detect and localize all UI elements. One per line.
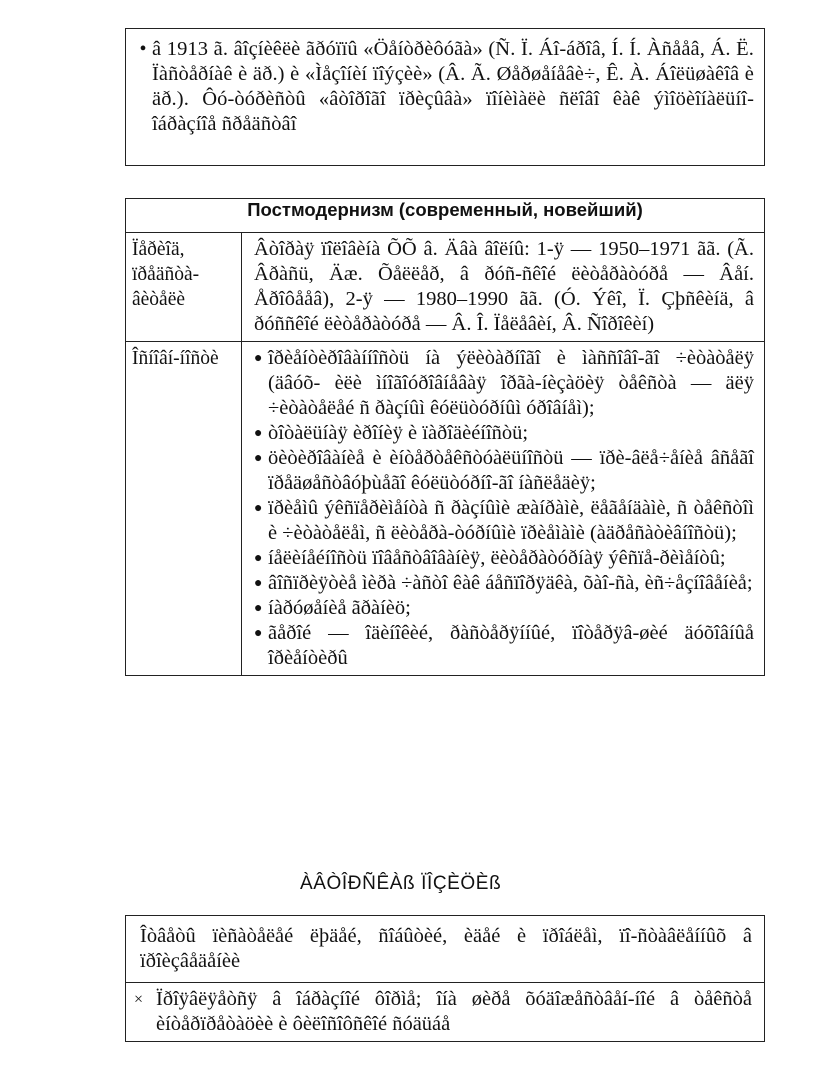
list-item: ● òîòàëüíàÿ èðîíèÿ è ïàðîäèéíîñòü; <box>254 422 529 444</box>
list-item: ● öèòèðîâàíèå è èíòåðòåêñòóàëüíîñòü — ïðè-âëå÷åíèå âñåãî ïðåäøåñòâóþùåãî êóëüòóðíî-ãî íàñëåäèÿ; <box>254 447 754 494</box>
row-label-features: Îñíîâí-íîñòè <box>126 342 242 676</box>
author-position-item <box>126 983 765 1042</box>
features-list <box>254 346 754 671</box>
bullet-icon: ● <box>254 601 263 616</box>
list-item: ● íåëèíåéíîñòü ïîâåñòâîâàíèÿ, ëèòåðàòóðíàÿ ýêñïå-ðèìåíòû; <box>254 547 726 569</box>
top-bullet-item <box>134 37 754 137</box>
bullet-icon: ● <box>254 576 263 591</box>
bullet-icon: ● <box>254 351 263 366</box>
section-heading: ÀÂÒÎÐÑÊÀß ÏÎÇÈÖÈß <box>300 873 502 894</box>
bullet-icon: ● <box>254 626 263 641</box>
list-item: ● ïðèåìû ýêñïåðèìåíòà ñ ðàçíûìè æàíðàìè, ëåãåíäàìè, ñ òåêñòîì è ÷èòàòåëåì, ñ ëèòåðà-òóðíûìè ïðèåìàìè (àäðåñàòèâíîñòü); <box>254 497 754 544</box>
bullet-icon: • <box>139 38 147 60</box>
bullet-icon: ● <box>254 501 263 516</box>
author-position-definition: Îòâåòû ïèñàòåëåé ëþäåé, ñîáûòèé, èäåé è ïðîáëåì, ïî-ñòàâëåííûõ â ïðîèçâåäåíèè <box>126 916 765 983</box>
list-item: ● íàðóøåíèå ãðàíèö; <box>254 597 411 619</box>
bullet-icon: ● <box>254 426 263 441</box>
bullet-icon: ● <box>254 551 263 566</box>
row-label-period: Ïåðèîä, ïðåäñòà-âèòåëè <box>126 233 242 342</box>
table-row <box>126 342 765 676</box>
bullet-icon: ● <box>254 451 263 466</box>
table-row <box>126 916 765 983</box>
table-row <box>126 233 765 342</box>
row-content-period: Âòîðàÿ ïîëîâèíà ÕÕ â. Äâà âîëíû: 1-ÿ — 1950–1971 ãã. (Ã. Âðàñü, Äæ. Õåëëåð, â ðóñ-ñêîé ëèòåðàòóðå — Âåí. Åðîôååâ), 2-ÿ — 1980–1990 ãã. (Ó. Ýêî, Ï. Çþñêèíä, â ðóññêîé ëèòåðàòóðå — Â. Î. Ïåëåâèí, Â. Ñîðîêèí) <box>242 233 765 342</box>
list-item: ● ãåðîé — îäèíîêèé, ðàñòåðÿííûé, ïîòåðÿâ-øèé äóõîâíûå îðèåíòèðû <box>254 622 754 669</box>
top-paragraph: â 1913 ã. âîçíèêëè ãðóïïû «Öåíòðèôóãà» (Ñ. Ï. Áî-áðîâ, Í. Í. Àñååâ, Á. Ë. Ïàñòåðíàê è äð.) è «Ìåçîíèí ïîýçèè» (Â. Ã. Øåðøåíåâè÷, Ê. À. Áîëüøàêîâ è äð.). Ôó-òóðèñòû «âòîðîãî ïðèçûâà» ïîíèìàëè ñëîâî êàê ýìîöèîíàëüíî-îáðàçíîå ñðåäñòâî <box>152 38 754 135</box>
postmodernism-table <box>125 198 765 676</box>
list-item: ● âîñïðèÿòèå ìèðà ÷àñòî êàê áåñïîðÿäêà, õàî-ñà, èñ÷åçíîâåíèå; <box>254 572 753 594</box>
author-position-text: Ïðîÿâëÿåòñÿ â îáðàçíîé ôîðìå; îíà øèðå õóäîæåñòâåí-íîé â òåêñòå èíòåðïðåòàöèè è ôèëîñîôñêîé ñóäüáå <box>156 988 752 1035</box>
list-item: ● îðèåíòèðîâàííîñòü íà ýëèòàðíîãî è ìàññîâî-ãî ÷èòàòåëÿ (äâóõ- èëè ìíîãîóðîâíåâàÿ îðãà-íèçàöèÿ òåêñòà — äëÿ ÷èòàòåëåé ñ ðàçíûì êóëüòóðíûì óðîâíåì); <box>254 347 754 419</box>
table-header: Постмодернизм (современный, новейший) <box>126 199 765 233</box>
cross-icon: × <box>134 991 144 1008</box>
author-position-table <box>125 915 765 1042</box>
top-text-box <box>125 28 765 166</box>
table-row <box>126 983 765 1042</box>
row-content-features <box>242 342 765 676</box>
